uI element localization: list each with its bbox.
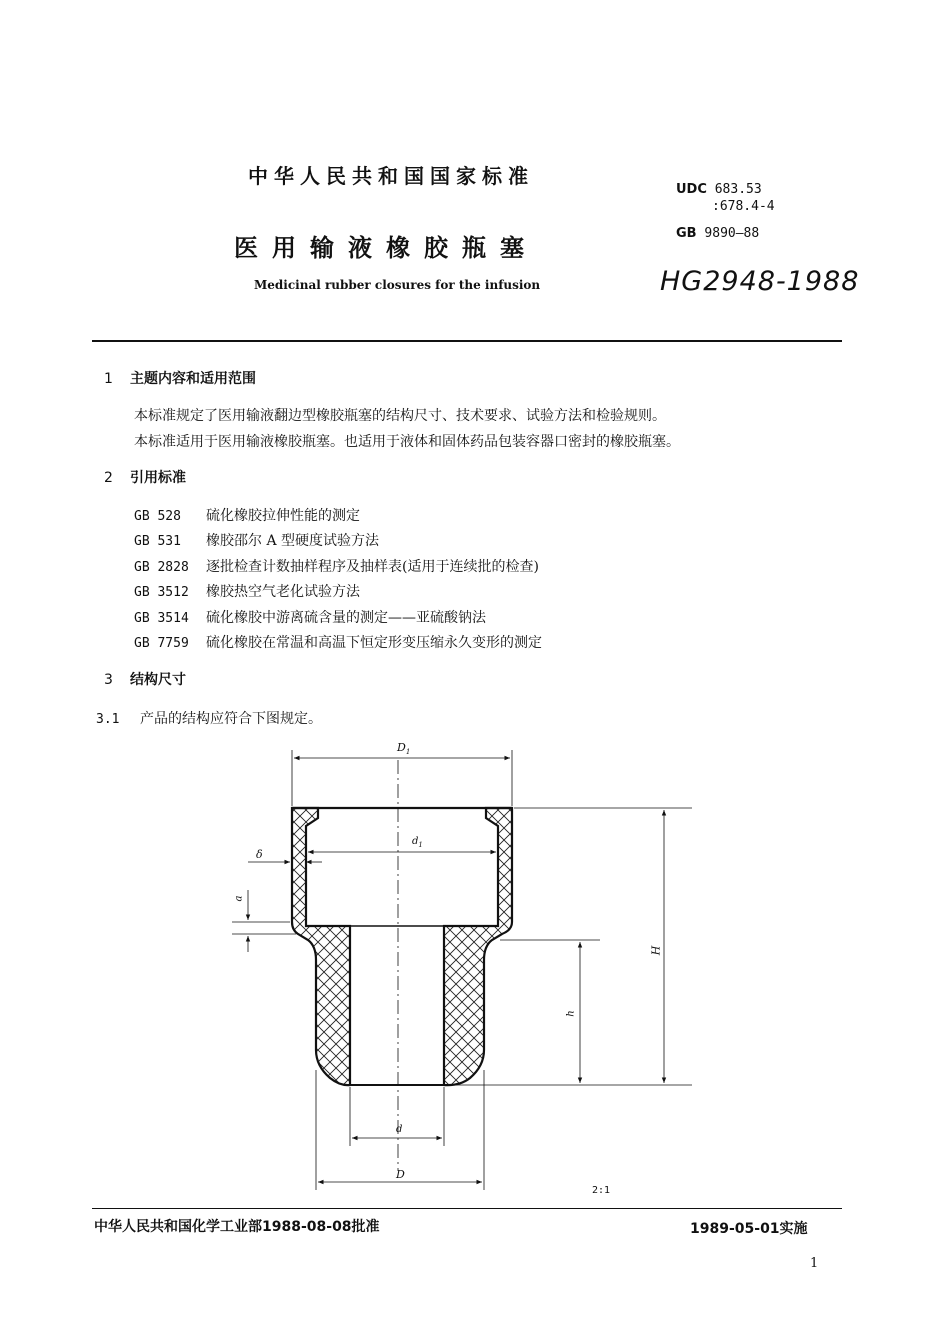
section-1-paragraph-1: 本标准规定了医用输液翻边型橡胶瓶塞的结构尺寸、技术要求、试验方法和检验规则。: [134, 408, 666, 424]
reference-code: GB 3514: [134, 611, 189, 626]
label-h: h: [565, 1010, 577, 1017]
label-d1-main: d: [412, 836, 419, 847]
reference-title: 橡胶热空气老化试验方法: [206, 584, 360, 600]
label-D: D: [396, 1168, 405, 1181]
figure-scale: 2:1: [592, 1185, 611, 1196]
reference-title: 橡胶邵尔 A 型硬度试验方法: [206, 533, 380, 549]
udc-value-1: 683.53: [714, 182, 762, 197]
label-D1-sub: 1: [405, 748, 411, 757]
reference-title: 硫化橡胶拉伸性能的测定: [206, 508, 360, 524]
udc-label: UDC: [676, 182, 707, 197]
standard-title: 中华人民共和国国家标准: [248, 164, 534, 188]
clause-number: 3.1: [96, 712, 120, 727]
footer-divider: [92, 1208, 842, 1209]
reference-title: 硫化橡胶在常温和高温下恒定形变压缩永久变形的测定: [206, 635, 542, 651]
section-2-title: 引用标准: [130, 470, 186, 486]
label-D1: [397, 741, 410, 756]
label-d1: [412, 836, 423, 849]
reference-title: 逐批检查计数抽样程序及抽样表(适用于连续批的检查): [206, 559, 539, 575]
gb-label: GB: [676, 226, 697, 241]
udc-value-2: :678.4-4: [712, 199, 775, 214]
document-title-cn: 医用输液橡胶瓶塞: [234, 234, 538, 262]
section-3-title: 结构尺寸: [130, 672, 186, 688]
label-a: a: [233, 895, 245, 902]
section-1-number: 1: [104, 371, 113, 387]
label-d: d: [396, 1124, 403, 1135]
reference-code: GB 2828: [134, 560, 189, 575]
label-delta: δ: [256, 848, 263, 861]
reference-code: GB 528: [134, 509, 181, 524]
section-2-number: 2: [104, 470, 113, 486]
document-title-en: Medicinal rubber closures for the infusion: [254, 278, 541, 292]
section-1-title: 主题内容和适用范围: [130, 371, 256, 387]
handwritten-code: HG2948-1988: [660, 266, 860, 297]
label-D1-main: D: [397, 741, 406, 754]
reference-code: GB 531: [134, 534, 181, 549]
approval-statement: 中华人民共和国化学工业部1988-08-08批准: [94, 1219, 380, 1235]
stopper-section-left: [292, 808, 350, 1085]
reference-title: 硫化橡胶中游离硫含量的测定——亚硫酸钠法: [206, 610, 486, 626]
gb-number: 9890—88: [704, 226, 760, 241]
section-1-paragraph-2: 本标准适用于医用输液橡胶瓶塞。也适用于液体和固体药品包装容器口密封的橡胶瓶塞。: [134, 434, 680, 450]
section-3-number: 3: [104, 672, 113, 688]
page-number: 1: [810, 1256, 819, 1271]
clause-text: 产品的结构应符合下图规定。: [140, 711, 322, 727]
reference-code: GB 3512: [134, 585, 189, 600]
effective-date: 1989-05-01实施: [690, 1221, 808, 1237]
label-d1-sub: 1: [418, 841, 423, 849]
label-H: H: [649, 945, 663, 956]
reference-code: GB 7759: [134, 636, 189, 651]
stopper-section-right: [444, 808, 512, 1085]
